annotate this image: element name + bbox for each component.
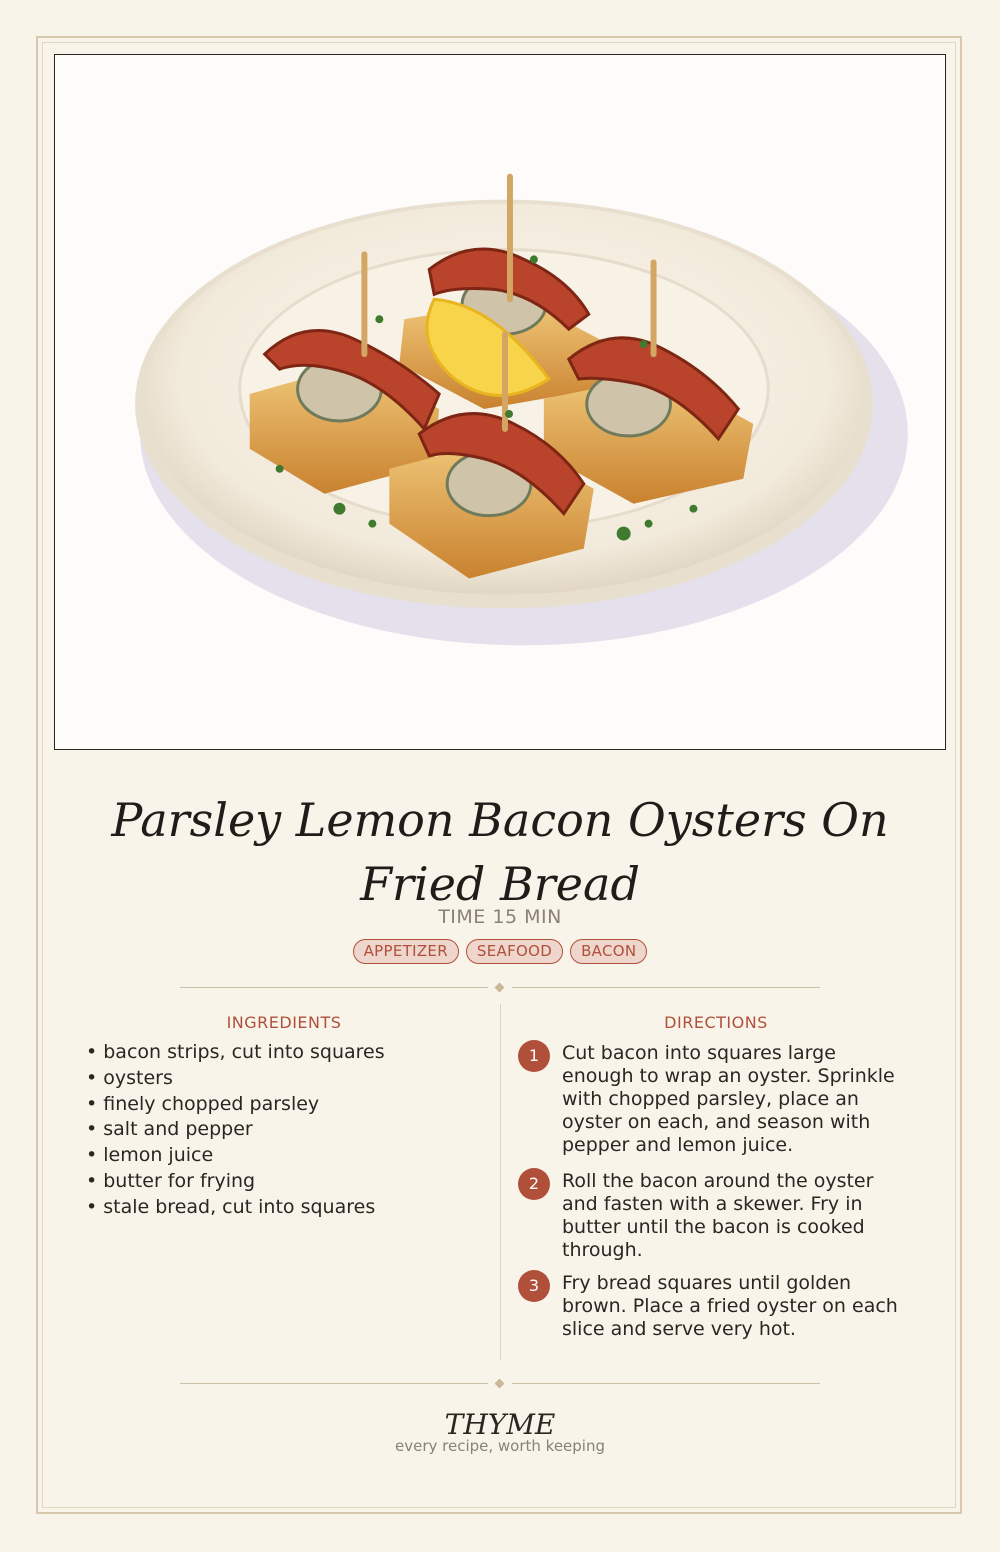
step-text: Fry bread squares until golden brown. Place a fried oyster on each slice and serve very hot. xyxy=(562,1272,898,1340)
ingredient-item: • stale bread, cut into squares xyxy=(86,1195,385,1221)
brand-tagline: every recipe, worth keeping xyxy=(394,1437,605,1455)
ingredient-item: • oysters xyxy=(86,1066,385,1092)
tag-appetizer[interactable]: APPETIZER xyxy=(353,939,459,964)
brand-logo: THYME xyxy=(444,1408,556,1441)
cook-time: TIME 15 MIN xyxy=(438,906,562,928)
ingredient-item: • salt and pepper xyxy=(86,1117,385,1143)
step-number: 3 xyxy=(518,1270,550,1302)
bottom-divider xyxy=(180,1378,820,1390)
recipe-photo xyxy=(54,54,946,750)
directions-heading: DIRECTIONS xyxy=(664,1013,768,1032)
recipe-title: Parsley Lemon Bacon Oysters On Fried Bread xyxy=(111,793,889,911)
ingredients-heading: INGREDIENTS xyxy=(226,1013,342,1032)
ingredient-item: • butter for frying xyxy=(86,1169,385,1195)
tag-list xyxy=(0,939,1000,964)
diamond-ornament-icon xyxy=(495,1379,505,1389)
column-separator xyxy=(500,1004,501,1360)
ingredients-list xyxy=(86,1040,385,1221)
step-text: Cut bacon into squares large enough to wrap an oyster. Sprinkle with chopped parsley, place an oyster on each, and season with pepper and lemon juice. xyxy=(562,1042,895,1156)
diamond-ornament-icon xyxy=(495,983,505,993)
ingredient-item: • lemon juice xyxy=(86,1143,385,1169)
step-number: 1 xyxy=(518,1040,550,1072)
step-number: 2 xyxy=(518,1168,550,1200)
top-divider xyxy=(180,982,820,994)
ingredient-item: • bacon strips, cut into squares xyxy=(86,1040,385,1066)
tag-bacon[interactable]: BACON xyxy=(570,939,647,964)
tag-seafood[interactable]: SEAFOOD xyxy=(466,939,563,964)
ingredient-item: • finely chopped parsley xyxy=(86,1092,385,1118)
step-text: Roll the bacon around the oyster and fasten with a skewer. Fry in butter until the bacon is cooked through. xyxy=(562,1170,874,1261)
